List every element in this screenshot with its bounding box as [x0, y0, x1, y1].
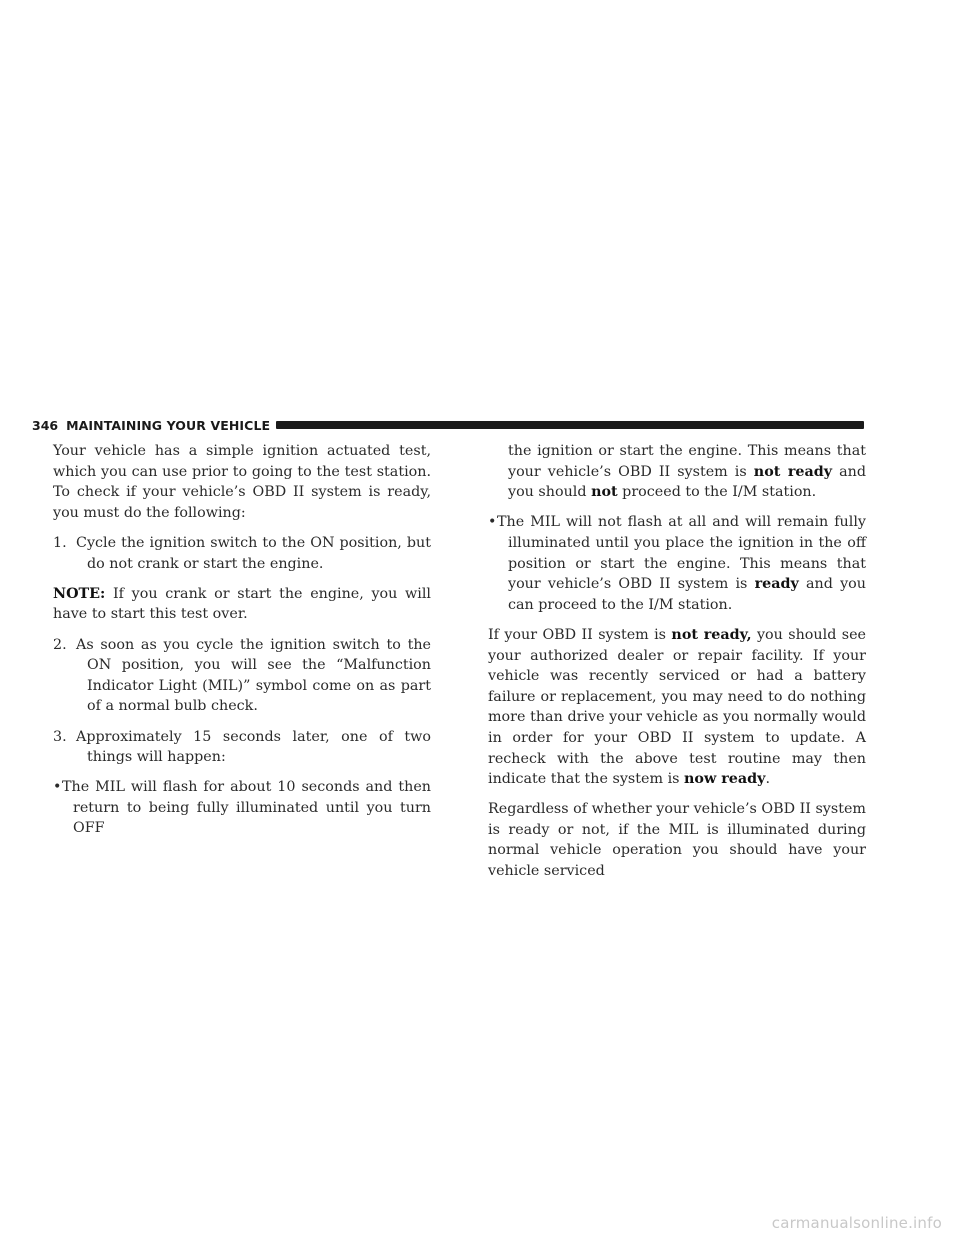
text-run: If your OBD II system is — [488, 626, 672, 643]
text-run: . — [765, 771, 770, 788]
bullet-icon: • — [488, 514, 497, 531]
text-run: you should see your authorized dealer or repair facility. If your vehicle was recently serviced or had a battery failure or replacement, you may need to do nothing more than drive your vehicle as you normally would in order for your OBD II system to update. A recheck with the above test routine may then indicate that the system is — [488, 626, 866, 788]
step-1 — [53, 533, 431, 574]
bold-run: not — [591, 484, 618, 501]
bullet-1-continued — [488, 441, 866, 503]
text-run: proceed to the I/M station. — [617, 484, 817, 501]
note-text: If you crank or start the engine, you will have to start this test over. — [53, 585, 431, 623]
bold-run: not ready — [753, 463, 833, 480]
regardless-paragraph: Regardless of whether your vehicle’s OBD II system is ready or not, if the MIL is illuminated during normal vehicle operation you should have your vehicle serviced — [488, 801, 866, 880]
step-2 — [53, 635, 431, 717]
step-text: Approximately 15 seconds later, one of two things will happen: — [76, 728, 431, 766]
bullet-text: The MIL will flash for about 10 seconds and then return to being fully illuminated until you turn OFF — [62, 779, 431, 837]
watermark: carmanualsonline.info — [771, 1214, 942, 1232]
text-run: and you can proceed to the I/M station. — [508, 576, 866, 613]
page-number: 346 — [32, 417, 59, 433]
note-label: NOTE: — [53, 585, 106, 602]
intro-paragraph: Your vehicle has a simple ignition actuated test, which you can use prior to going to the test station. To check if your vehicle’s OBD II system is ready, you must do the following: — [53, 443, 431, 521]
step-text: As soon as you cycle the ignition switch to the ON position, you will see the “Malfunction Indicator Light (MIL)” symbol come on as part of a normal bulb check. — [76, 636, 431, 715]
step-3 — [53, 727, 431, 768]
bold-run: not ready, — [671, 626, 752, 643]
note-paragraph — [53, 584, 431, 625]
text-run: the ignition or start the engine. This means that your vehicle’s OBD II system is — [508, 443, 866, 480]
text-run: The MIL will not flash at all and will remain fully illuminated until you place the ignition in the off position or start the engine. This means that your vehicle’s OBD II system is — [497, 514, 866, 593]
text-run: and you should — [508, 463, 866, 501]
step-number: 3. — [53, 728, 67, 745]
bullet-icon: • — [53, 779, 62, 796]
bold-run: ready — [754, 576, 799, 593]
page-header — [32, 417, 864, 433]
bullet-2 — [488, 512, 866, 615]
bold-run: now ready — [684, 771, 766, 788]
right-column — [488, 441, 866, 891]
left-column — [53, 441, 431, 849]
step-number: 1. — [53, 534, 67, 551]
bullet-1 — [53, 777, 431, 839]
header-rule — [276, 421, 864, 429]
not-ready-paragraph — [488, 625, 866, 790]
step-number: 2. — [53, 636, 67, 653]
section-title: MAINTAINING YOUR VEHICLE — [66, 417, 271, 433]
step-text: Cycle the ignition switch to the ON position, but do not crank or start the engine. — [76, 534, 431, 572]
